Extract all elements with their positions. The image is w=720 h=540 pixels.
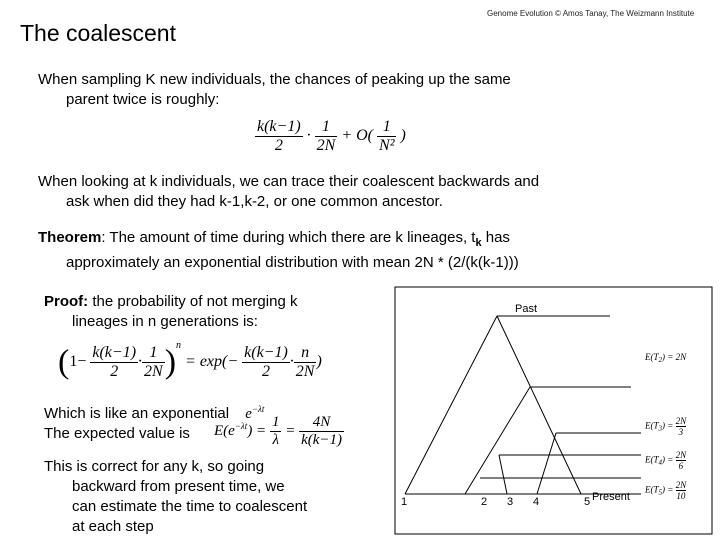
expectation-t4-rhs: ) =	[662, 454, 674, 465]
ev-numerator-2: 4N	[299, 414, 344, 432]
paragraph-backward-line3: can estimate the time to coalescent	[72, 498, 308, 515]
exponential-text: Which is like an exponential	[44, 405, 230, 422]
tree-branch-4	[537, 433, 556, 494]
expectation-t5-lhs: E(T	[645, 484, 659, 495]
expectation-t4-sub: 4	[658, 458, 662, 467]
paragraph-backward-line4: at each step	[72, 518, 154, 535]
theorem-subscript: k	[475, 237, 482, 249]
eq1-dot: ·	[306, 127, 311, 145]
expectation-t3-num: 2N	[675, 416, 687, 426]
proof-line2: lineages in n generations is:	[72, 313, 258, 330]
present-label: Present	[592, 491, 630, 503]
theorem-label: Theorem	[38, 229, 102, 246]
expectation-t5-den: 10	[676, 491, 686, 501]
expected-value-text: The expected value is	[44, 425, 190, 442]
ev-denominator-2: k(k−1)	[301, 432, 342, 448]
eq2-exponent: n	[176, 340, 182, 351]
expectation-t4-den: 6	[678, 461, 684, 471]
paragraph-sampling-line2: parent twice is roughly:	[66, 91, 220, 108]
expectation-t4-lhs: E(T	[645, 454, 659, 465]
eq1-close: )	[400, 127, 406, 145]
equation-no-merge: (1− $\frac{k(k-1)}{2}$ · $\frac{1}{2N}$ )$^n$ = exp(− $\frac{k(k-1)}{2}$ · $\frac{n}{2N}$ )	[58, 340, 322, 381]
theorem-line1: : The amount of time during which there are k lineages, t	[101, 229, 476, 246]
eq2-numerator-3: k(k−1)	[244, 343, 288, 361]
eq2-close-paren: )	[164, 343, 177, 381]
proof-line1: the probability of not merging k	[88, 293, 298, 310]
paragraph-trace-line1: When looking at k individuals, we can trace their coalescent backwards and	[38, 173, 540, 190]
leaf-label-4: 4	[533, 496, 540, 508]
eq1-numerator-2: 1	[315, 118, 338, 137]
eq2-one-minus: 1−	[69, 353, 87, 370]
paragraph-trace-line2: ask when did they had k-1,k-2, or one common ancestor.	[66, 193, 443, 210]
eq2-open-paren: (	[58, 343, 70, 381]
leaf-label-1: 1	[401, 496, 408, 508]
exponential-base: e	[245, 406, 252, 422]
header-credit: Genome Evolution © Amos Tanay, The Weizmann Institute	[487, 9, 695, 18]
slide-title: The coalescent	[20, 20, 176, 46]
eq1-denominator-3: N²	[379, 137, 395, 154]
expectation-t5-sub: 5	[658, 488, 662, 497]
paragraph-backward-line2: backward from present time, we	[72, 478, 285, 495]
tree-branch-5	[497, 316, 581, 494]
eq2-denominator-4: 2N	[295, 362, 315, 380]
expectation-t5-rhs: ) =	[662, 484, 674, 495]
eq2-exp: = exp(−	[185, 353, 239, 370]
eq1-numerator-3: 1	[377, 118, 396, 137]
expectation-t3	[645, 416, 686, 437]
expectation-t4-num: 2N	[675, 450, 687, 460]
ev-lhs: E(e	[214, 422, 235, 439]
expectation-t4	[645, 450, 686, 471]
eq2-denominator: 2	[110, 362, 119, 380]
eq2-denominator-3: 2	[261, 362, 270, 380]
expectation-t2-rhs: ) = 2N	[662, 352, 687, 362]
eq2-numerator-2: 1	[142, 344, 165, 363]
ev-lhs-end: ) =	[247, 422, 267, 439]
ev-equals: =	[285, 422, 296, 439]
expectation-t3-sub: 3	[658, 424, 662, 433]
paragraph-sampling-line1: When sampling K new individuals, the chances of peaking up the same	[38, 71, 511, 88]
theorem-line1-end: has	[481, 229, 510, 246]
ev-denominator: λ	[272, 432, 279, 448]
expectation-t2-lhs: E(T	[645, 352, 659, 362]
leaf-label-2: 2	[481, 496, 488, 508]
expectation-t5-num: 2N	[675, 480, 687, 490]
eq1-denominator-2: 2N	[316, 137, 336, 154]
eq2-denominator-2: 2N	[144, 362, 163, 380]
expectation-t5	[645, 480, 686, 501]
expectation-t3-lhs: E(T	[645, 420, 659, 431]
ev-lhs-power: −λt	[234, 420, 248, 431]
leaf-label-5: 5	[584, 496, 591, 508]
theorem-line2: approximately an exponential distribution with mean 2N * (2/(k(k-1)))	[66, 254, 519, 271]
tree-branch-3	[499, 455, 507, 494]
eq2-close: )	[316, 353, 322, 370]
leaf-label-3: 3	[507, 496, 514, 508]
exponential-power: −λt	[251, 404, 265, 414]
expectation-t2-sub: 2	[658, 356, 662, 364]
paragraph-backward-line1: This is correct for any k, so going	[44, 458, 265, 475]
proof-label: Proof:	[44, 293, 89, 310]
eq2-numerator: k(k−1)	[92, 343, 137, 361]
eq1-big-o: + O(	[341, 127, 374, 145]
expectation-t2	[645, 352, 686, 364]
eq1-denominator: 2	[274, 137, 283, 154]
eq2-numerator-4: n	[294, 344, 317, 363]
tree-branch-1	[405, 316, 497, 494]
ev-numerator: 1	[271, 414, 280, 430]
eq1-numerator: k(k−1)	[257, 118, 301, 135]
past-label: Past	[515, 303, 538, 315]
expectation-t3-den: 3	[678, 427, 684, 437]
expectation-t3-rhs: ) =	[662, 420, 674, 431]
